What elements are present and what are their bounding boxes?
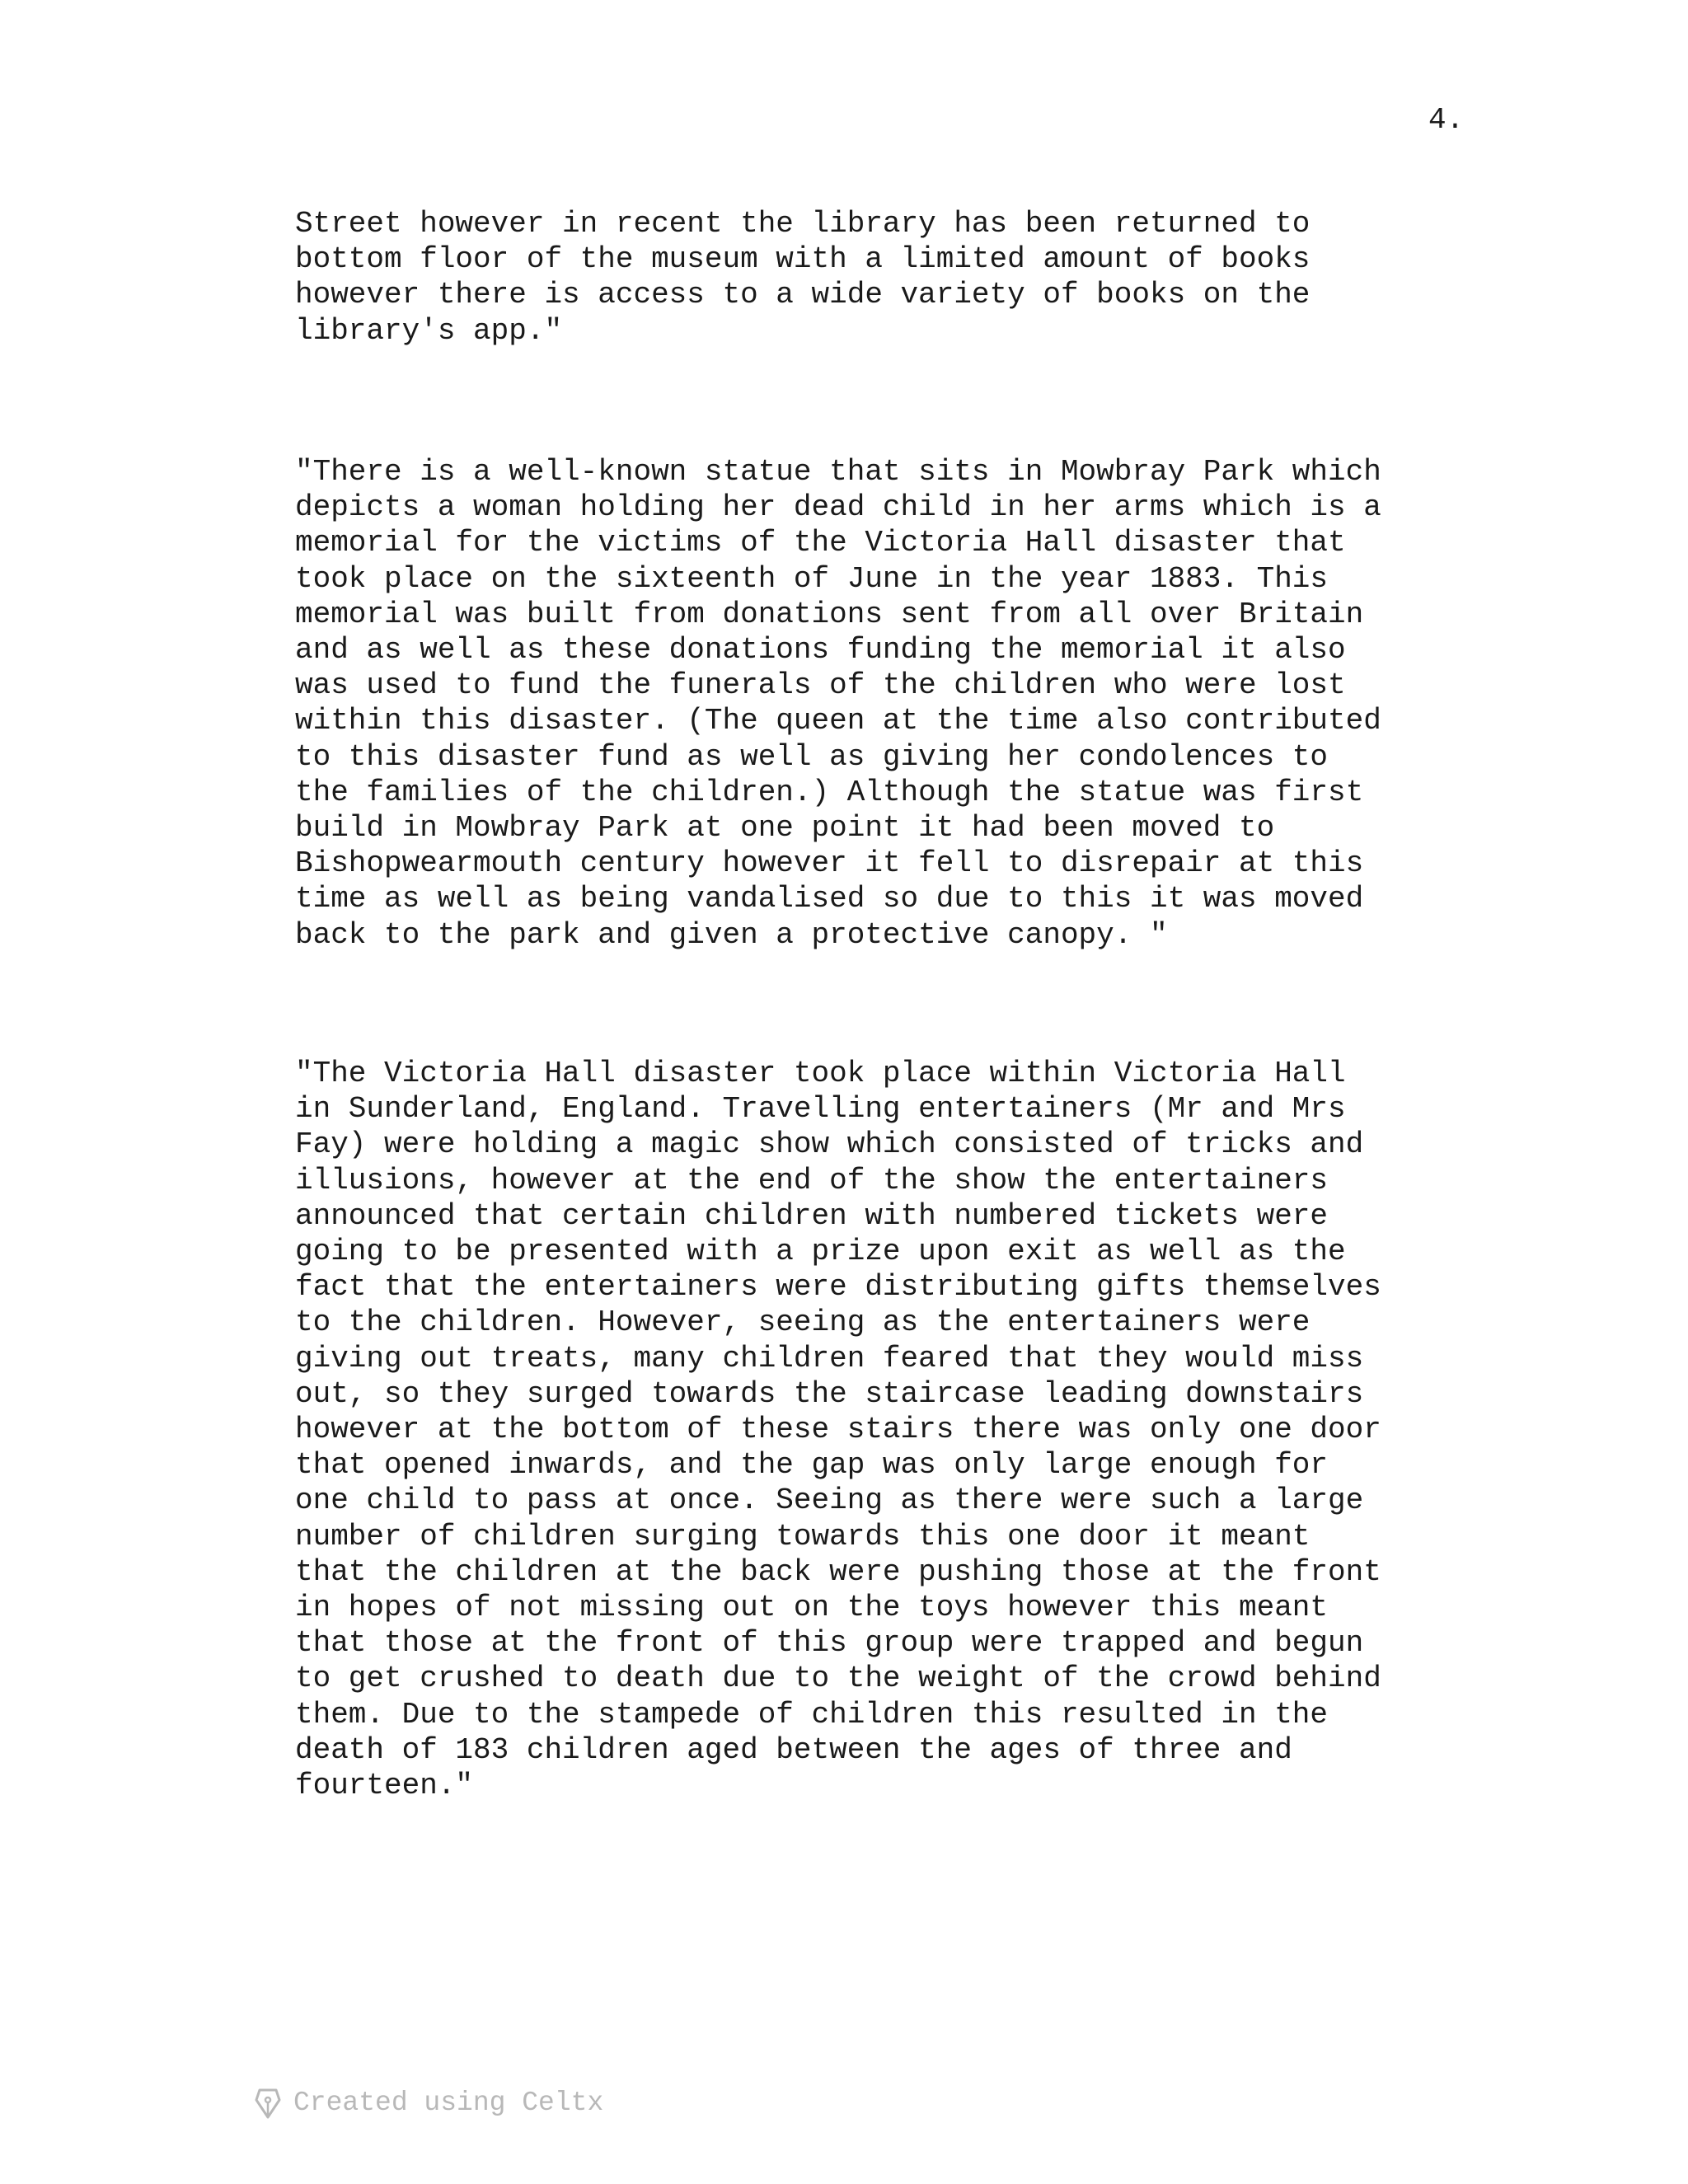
paragraph-library: Street however in recent the library has been returned to bottom floor of the museum with a limited amount of books however there is access to a wide variety of books on the library's app.": [295, 207, 1311, 348]
paragraph-statue: "There is a well-known statue that sits in Mowbray Park which depicts a woman holding her dead child in her arms which is a memorial for the victims of the Victoria Hall disaster that took place on the sixteenth of June in the year 1883. This memorial was built from donations sent from all over Britain and as well as these donations funding the memorial it also was used to fund the funerals of the children who were lost within this disaster. (The queen at the time also contributed to this disaster fund as well as giving her condolences to the families of the children.) Although the statue was first build in Mowbray Park at one point it had been moved to Bishopwearmouth century however it fell to disrepair at this time as well as being vandalised so due to this it was moved back to the park and given a protective canopy. ": [295, 455, 1381, 952]
footer-text: Created using Celtx: [293, 2088, 604, 2118]
celtx-pen-nib-icon: [254, 2087, 282, 2120]
footer-watermark: [254, 2087, 603, 2120]
paragraph-disaster: "The Victoria Hall disaster took place within Victoria Hall in Sunderland, England. Travelling entertainers (Mr and Mrs Fay) were holding a magic show which consisted of tricks and illusions, however at the end of the show the entertainers announced that certain children with numbered tickets were going to be presented with a prize upon exit as well as the fact that the entertainers were distributing gifts themselves to the children. However, seeing as the entertainers were giving out treats, many children feared that they would miss out, so they surged towards the staircase leading downstairs however at the bottom of these stairs there was only one door that opened inwards, and the gap was only large enough for one child to pass at once. Seeing as there were such a large number of children surging towards this one door it meant that the children at the back were pushing those at the front in hopes of not missing out on the toys however this meant that those at the front of this group were trapped and begun to get crushed to death due to the weight of the crowd behind them. Due to the stampede of children this resulted in the death of 183 children aged between the ages of three and fourteen.": [295, 1057, 1381, 1803]
page-number: 4.: [1428, 103, 1465, 137]
